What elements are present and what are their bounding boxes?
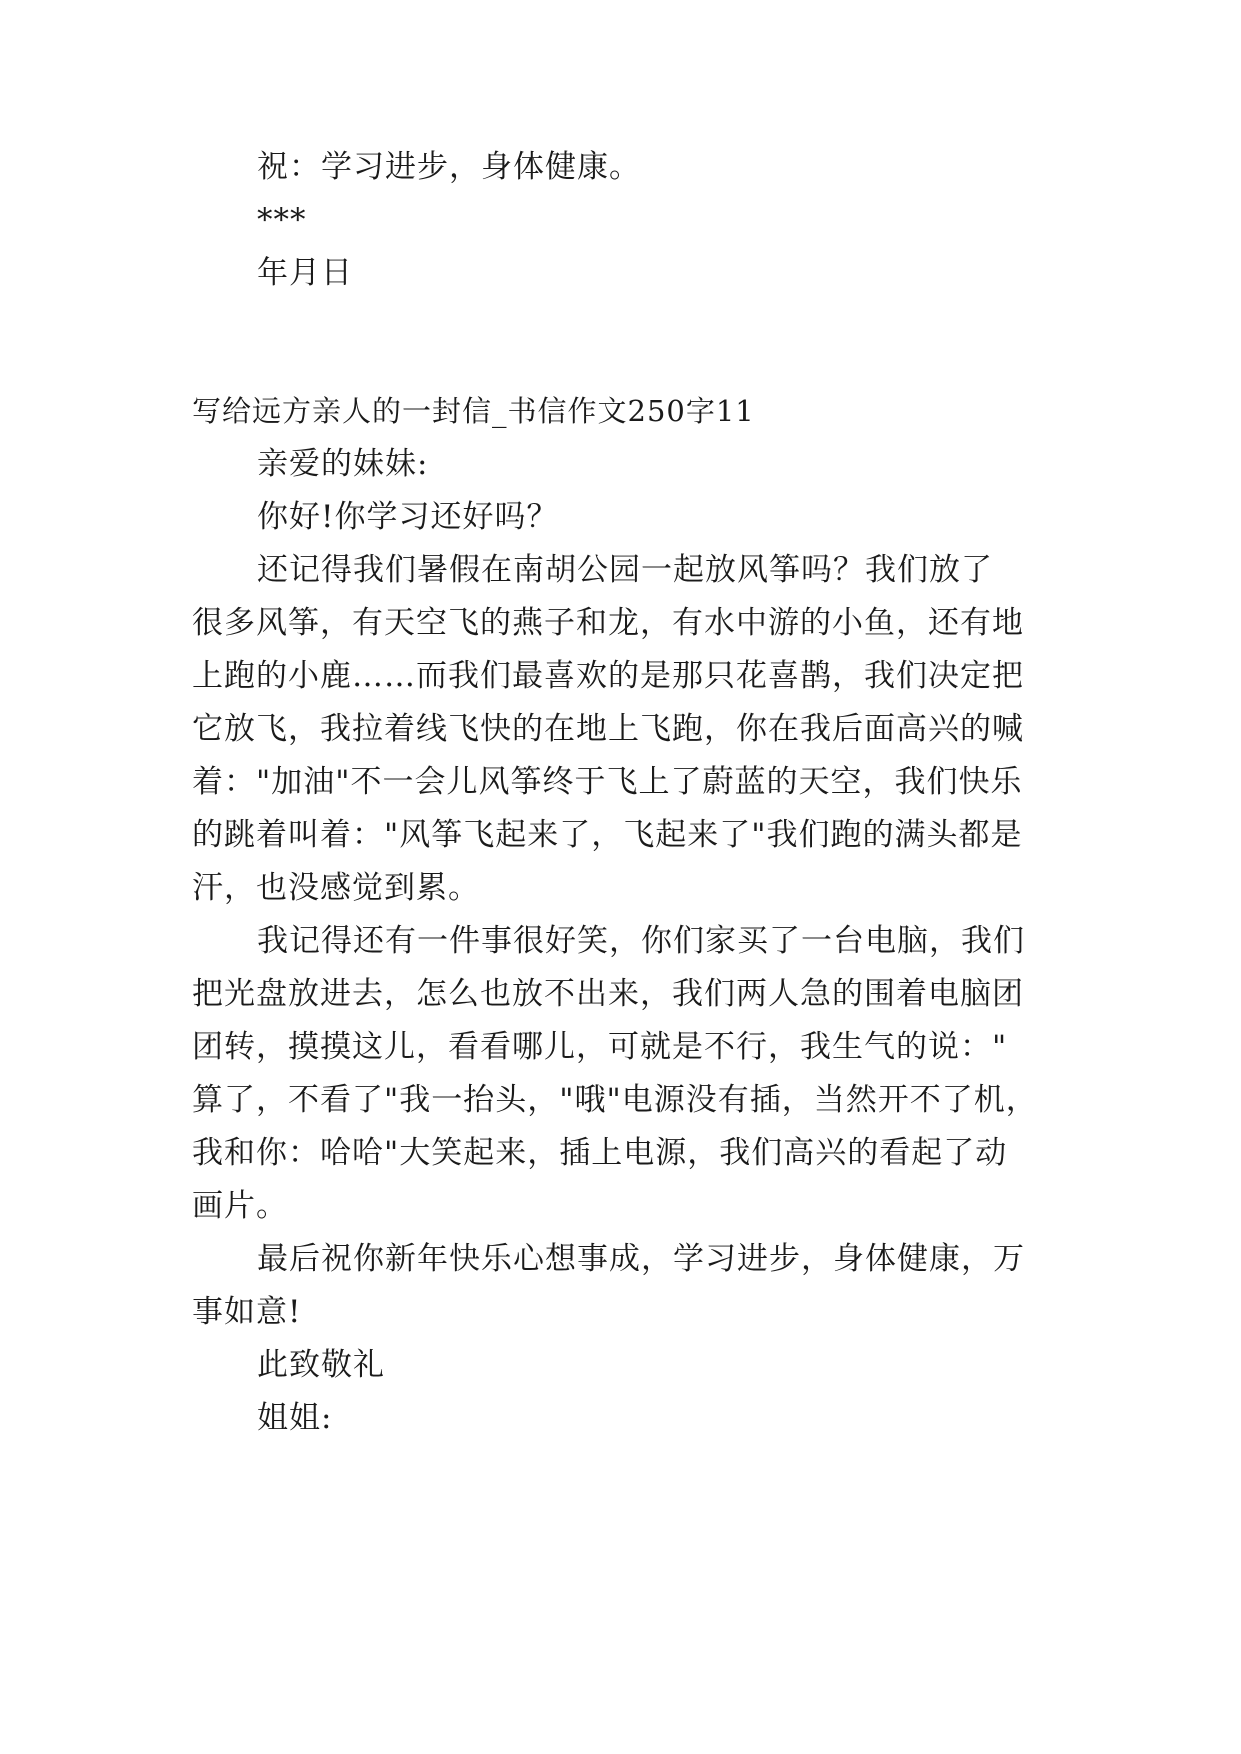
paragraph-line: 我记得还有一件事很好笑，你们家买了一台电脑，我们 [257,923,1025,959]
paragraph-line: 上跑的小鹿……而我们最喜欢的是那只花喜鹊，我们决定把 [192,658,1024,694]
paragraph-line: 它放飞，我拉着线飞快的在地上飞跑，你在我后面高兴的喊 [192,711,1024,747]
paragraph-line: 最后祝你新年快乐心想事成，学习进步，身体健康，万 [257,1241,1025,1277]
salutation: 亲爱的妹妹: [257,446,429,482]
paragraph-line: 算了，不看了"我一抬头，"哦"电源没有插，当然开不了机， [192,1082,1038,1118]
greeting: 你好!你学习还好吗？ [257,499,559,535]
paragraph-line: 的跳着叫着："风筝飞起来了，飞起来了"我们跑的满头都是 [192,817,1023,853]
signature: *** [257,202,307,238]
article-title: 写给远方亲人的一封信_书信作文250字11 [192,394,755,428]
closing-wish: 祝：学习进步，身体健康。 [257,149,641,185]
paragraph-line: 团转，摸摸这儿，看看哪儿，可就是不行，我生气的说：" [192,1029,1008,1065]
paragraph-line: 很多风筝，有天空飞的燕子和龙，有水中游的小鱼，还有地 [192,605,1024,641]
paragraph-line: 我和你：哈哈"大笑起来，插上电源，我们高兴的看起了动 [192,1135,1008,1171]
paragraph-line: 画片。 [192,1188,288,1224]
paragraph-line: 着："加油"不一会儿风筝终于飞上了蔚蓝的天空，我们快乐 [192,764,1023,800]
paragraph-line: 还记得我们暑假在南胡公园一起放风筝吗？我们放了 [257,552,993,588]
paragraph-line: 事如意! [192,1294,302,1330]
paragraph-line: 汗，也没感觉到累。 [192,870,480,906]
letter-closing: 此致敬礼 [257,1347,385,1383]
date-line: 年月日 [257,255,353,291]
paragraph-line: 把光盘放进去，怎么也放不出来，我们两人急的围着电脑团 [192,976,1024,1012]
letter-signoff: 姐姐: [257,1400,333,1436]
